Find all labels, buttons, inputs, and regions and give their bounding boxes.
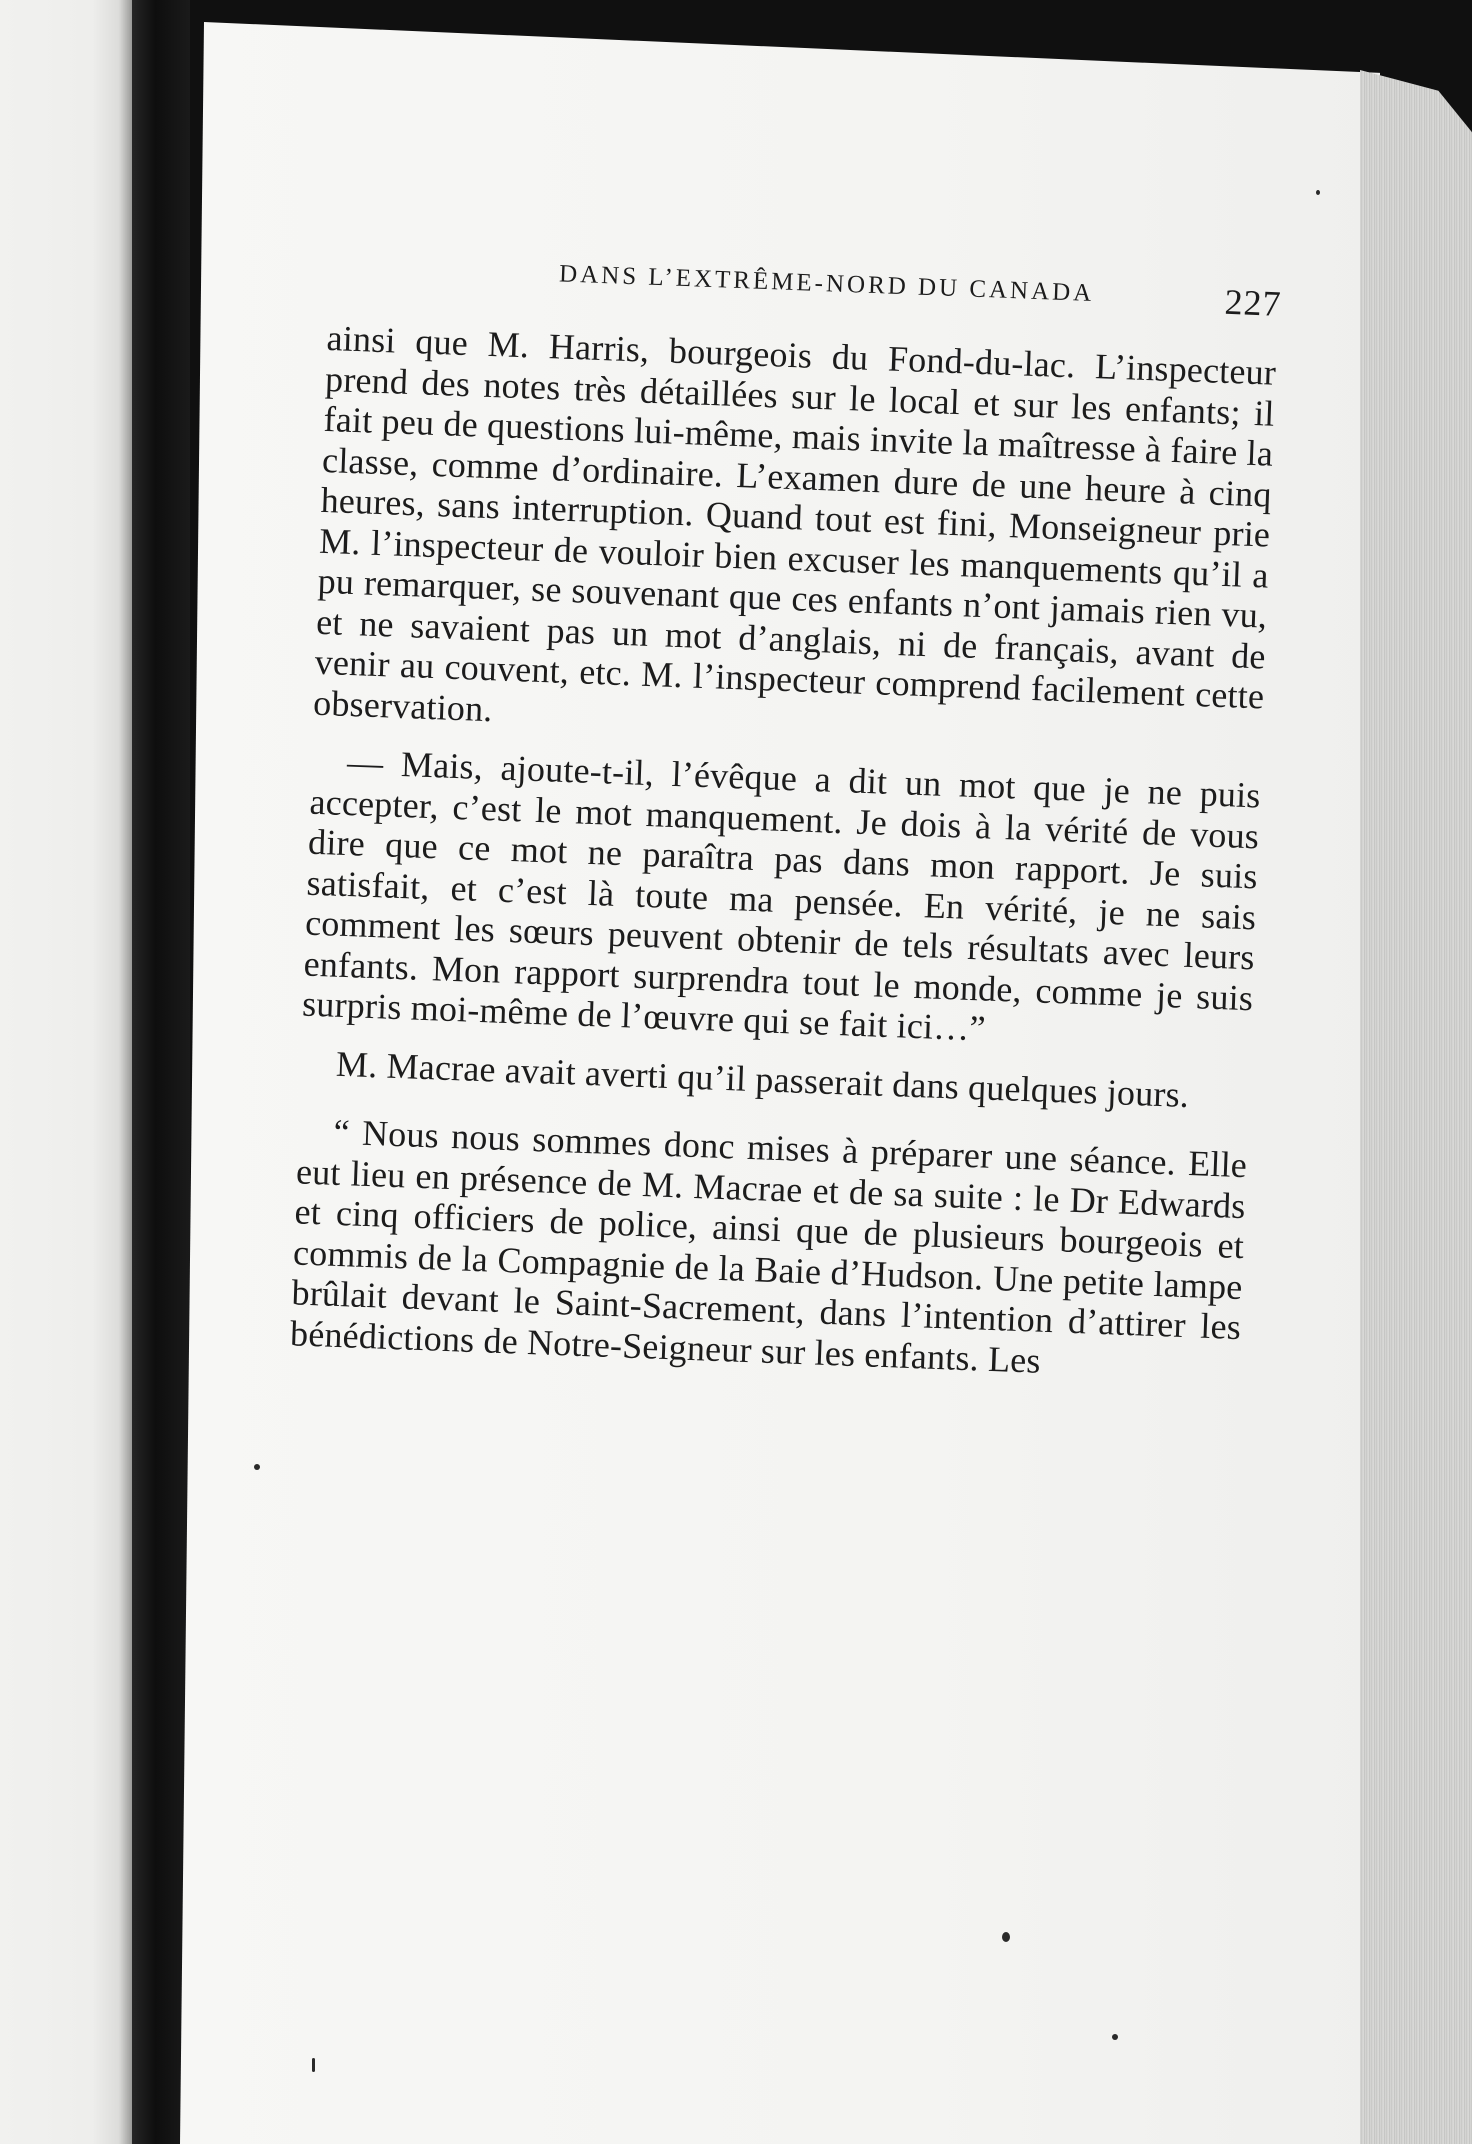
stacked-page-edges xyxy=(1360,70,1472,2144)
paragraph: ainsi que M. Harris, bourgeois du Fond-du-lac. L’inspecteur prend des notes très détaillées sur le local et sur les enfants; il fait peu de questions lui-même, mais invite la maîtresse à faire la classe, comme d’ordinaire. L’examen dure de une heure à cinq heures, sans interruption. Quand tout est fini, Monseigneur prie M. l’inspecteur de vouloir bien excuser les manquements qu’il a pu remarquer, se souvenant que ces enfants n’ont jamais rien vu, et ne savaient pas un mot d’anglais, ni de français, avant de venir au couvent, etc. M. l’inspecteur comprend facilement cette observation. xyxy=(312,317,1277,729)
speck xyxy=(312,2058,315,2072)
speck xyxy=(254,1464,260,1470)
speck xyxy=(1316,190,1320,195)
speck xyxy=(1002,1932,1010,1942)
paragraph: “ Nous nous sommes donc mises à préparer une séance. Elle eut lieu en présence de M. Macrae et de sa suite : le Dr Edwards et cinq officiers de police, ainsi que de plusieurs bourgeois et commis de la Compagnie de la Baie d’Hudson. Une petite lampe brûlait devant le Saint-Sacrement, dans l’intention d’attirer les bénédictions de Notre-Seigneur sur les enfants. Les xyxy=(289,1111,1248,1381)
book-gutter xyxy=(132,0,190,2144)
paragraph: M. Macrae avait averti qu’il passerait dans quelques jours. xyxy=(335,1043,1190,1115)
speck xyxy=(1112,2034,1118,2040)
paragraph: — Mais, ajoute-t-il, l’évêque a dit un mot que je ne puis accepter, c’est le mot manquement. Je dois à la vérité de vous dire que ce mot ne paraîtra pas dans mon rapport. Je suis satisfait, et c’est là toute ma pensée. En vérité, je ne sais comment les sœurs peuvent obtenir de tels résultats avec leurs enfants. Mon rapport surprendra tout le monde, comme je suis surpris moi-même de l’œuvre qui se fait ici…” xyxy=(301,741,1262,1049)
adjacent-page-edge xyxy=(0,0,132,2144)
body-text xyxy=(289,318,1276,1388)
running-head-title: DANS L’EXTRÊME-NORD DU CANADA xyxy=(558,260,1095,308)
page-text-block xyxy=(289,248,1283,1388)
page-number: 227 xyxy=(1223,281,1283,324)
